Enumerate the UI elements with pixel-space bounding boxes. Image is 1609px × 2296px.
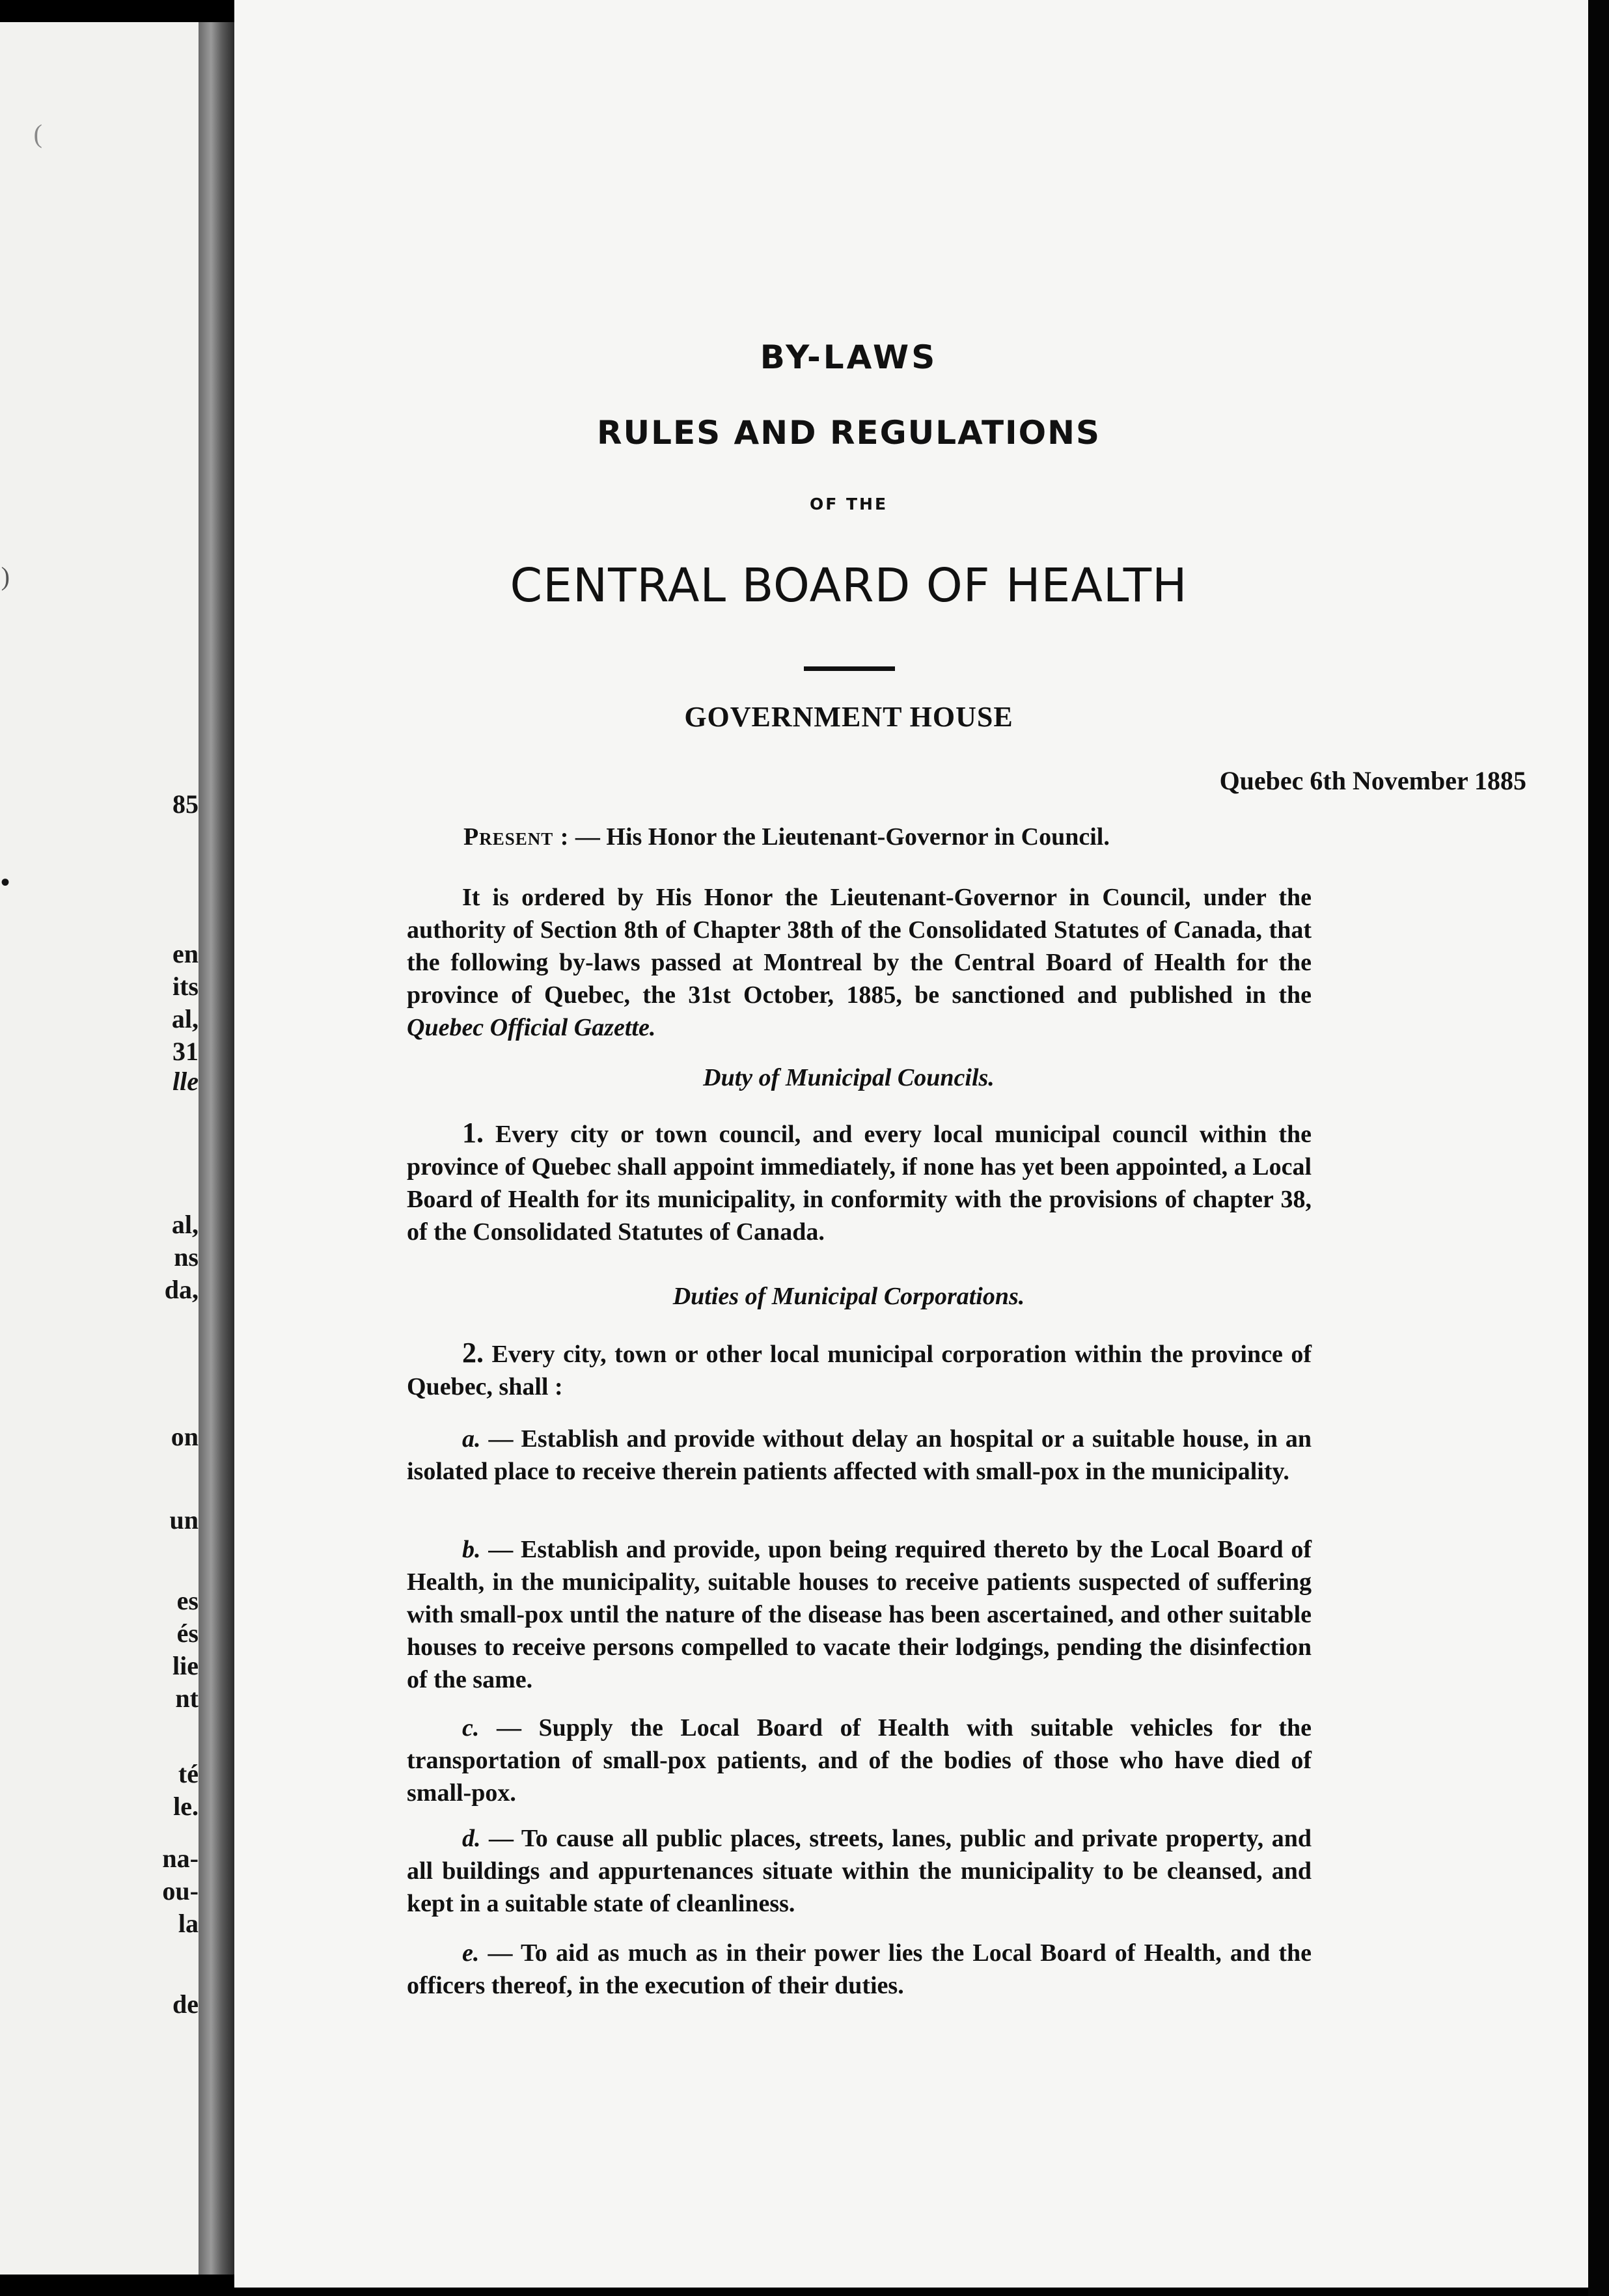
- item-e: [407, 1937, 1312, 2002]
- left-page-fragment: na-: [162, 1844, 199, 1873]
- title-bylaws: BY-LAWS: [760, 338, 938, 376]
- item-d-text: — To cause all public places, streets, lanes, public and private property, and all buildings and appurtenances situate within the municipality to be cleansed, and kept in a suitable state of cleanliness.: [407, 1825, 1312, 1917]
- section-1-number: 1.: [462, 1117, 484, 1149]
- item-c-text: — Supply the Local Board of Health with suitable vehicles for the transportation of small-pox patients, and of the bodies of those who have died of small-pox.: [407, 1714, 1312, 1807]
- section-1-text: Every city or town council, and every local municipal council within the province of Quebec shall appoint immediately, if none has yet been appointed, a Local Board of Health for its municipality, in conformity with the provisions of chapter 38, of the Consolidated Statutes of Canada.: [407, 1121, 1312, 1246]
- title-central-board-of-health: CENTRAL BOARD OF HEALTH: [510, 558, 1188, 612]
- left-page-fragment: lle: [172, 1067, 199, 1096]
- scan-edge: [1588, 0, 1609, 2296]
- item-a: [407, 1423, 1312, 1488]
- left-page-fragment: on: [171, 1422, 199, 1451]
- item-e-letter: e.: [462, 1939, 480, 1967]
- item-d: [407, 1822, 1312, 1920]
- heading-duties-of-municipal-corporations: Duties of Municipal Corporations.: [672, 1283, 1025, 1310]
- gazette-name: Quebec Official Gazette.: [407, 1014, 656, 1041]
- item-e-text: — To aid as much as in their power lies the Local Board of Health, and the officers thereof, in the execution of their duties.: [407, 1939, 1312, 1999]
- title-rules-and-regulations: RULES AND REGULATIONS: [596, 414, 1101, 452]
- heading-duty-of-municipal-councils: Duty of Municipal Councils.: [703, 1064, 995, 1091]
- left-page-fragment: ): [1, 562, 10, 591]
- left-page-fragment: es: [176, 1586, 199, 1615]
- left-page-fragment: nt: [175, 1684, 199, 1713]
- item-b-text: — Establish and provide, upon being required thereto by the Local Board of Health, in the municipality, suitable houses to receive patients suspected of suffering with small-pox until the nature of the disease has been ascertained, and other suitable houses to receive persons compelled to vacate their lodgings, pending the disinfection of the same.: [407, 1536, 1312, 1693]
- left-page-fragment: la: [178, 1909, 199, 1938]
- left-page-fragment: le.: [173, 1792, 199, 1821]
- present-text: — His Honor the Lieutenant-Governor in Council.: [575, 823, 1110, 851]
- order-paragraph: [407, 881, 1312, 1044]
- left-page-fragment: (: [33, 119, 42, 148]
- present-label: Present :: [463, 823, 570, 851]
- document-page: [234, 0, 1588, 2288]
- left-page-fragment: al,: [171, 1004, 199, 1033]
- item-c: [407, 1712, 1312, 1809]
- left-page-fragment: és: [176, 1619, 199, 1648]
- left-page-fragment: ou-: [162, 1876, 199, 1906]
- left-page-fragment: lie: [172, 1651, 199, 1680]
- left-page-fragment: da,: [164, 1275, 199, 1304]
- section-2-number: 2.: [462, 1337, 484, 1369]
- left-page-fragment: ns: [174, 1242, 199, 1272]
- present-line: [463, 823, 1284, 851]
- left-page-fragment: its: [172, 972, 199, 1001]
- heading-government-house: GOVERNMENT HOUSE: [684, 701, 1013, 733]
- item-a-text: — Establish and provide without delay an hospital or a suitable house, in an isolated place to receive therein patients affected with small-pox in the municipality.: [407, 1425, 1312, 1485]
- item-b-letter: b.: [462, 1536, 481, 1563]
- left-page-fragment: de: [172, 1989, 199, 2019]
- item-a-letter: a.: [462, 1425, 481, 1453]
- left-page-fragment: •: [0, 868, 10, 897]
- title-of-the: OF THE: [809, 495, 888, 513]
- left-page-fragment: té: [178, 1759, 199, 1788]
- item-b: [407, 1533, 1312, 1696]
- date-line: Quebec 6th November 1885: [1219, 766, 1526, 795]
- left-page-fragment: en: [172, 939, 199, 968]
- item-c-letter: c.: [462, 1714, 480, 1742]
- order-text: It is ordered by His Honor the Lieutenant-Governor in Council, under the authority of Section 8th of Chapter 38th of the Consolidated Statutes of Canada, that the following by-laws passed at Montreal by the Central Board of Health for the province of Quebec, the 31st October, 1885, be sanctioned and published in the: [407, 884, 1312, 1009]
- item-d-letter: d.: [462, 1825, 481, 1852]
- left-page-fragment: un: [169, 1505, 199, 1535]
- left-page-fragment: 85: [172, 789, 199, 819]
- section-1: [407, 1117, 1312, 1248]
- title-divider: [804, 666, 895, 671]
- section-2-text: Every city, town or other local municipal corporation within the province of Quebec, shall :: [407, 1341, 1312, 1401]
- left-page-fragment: 31: [172, 1037, 199, 1066]
- left-page-fragment: al,: [171, 1210, 199, 1239]
- section-2: [407, 1337, 1312, 1403]
